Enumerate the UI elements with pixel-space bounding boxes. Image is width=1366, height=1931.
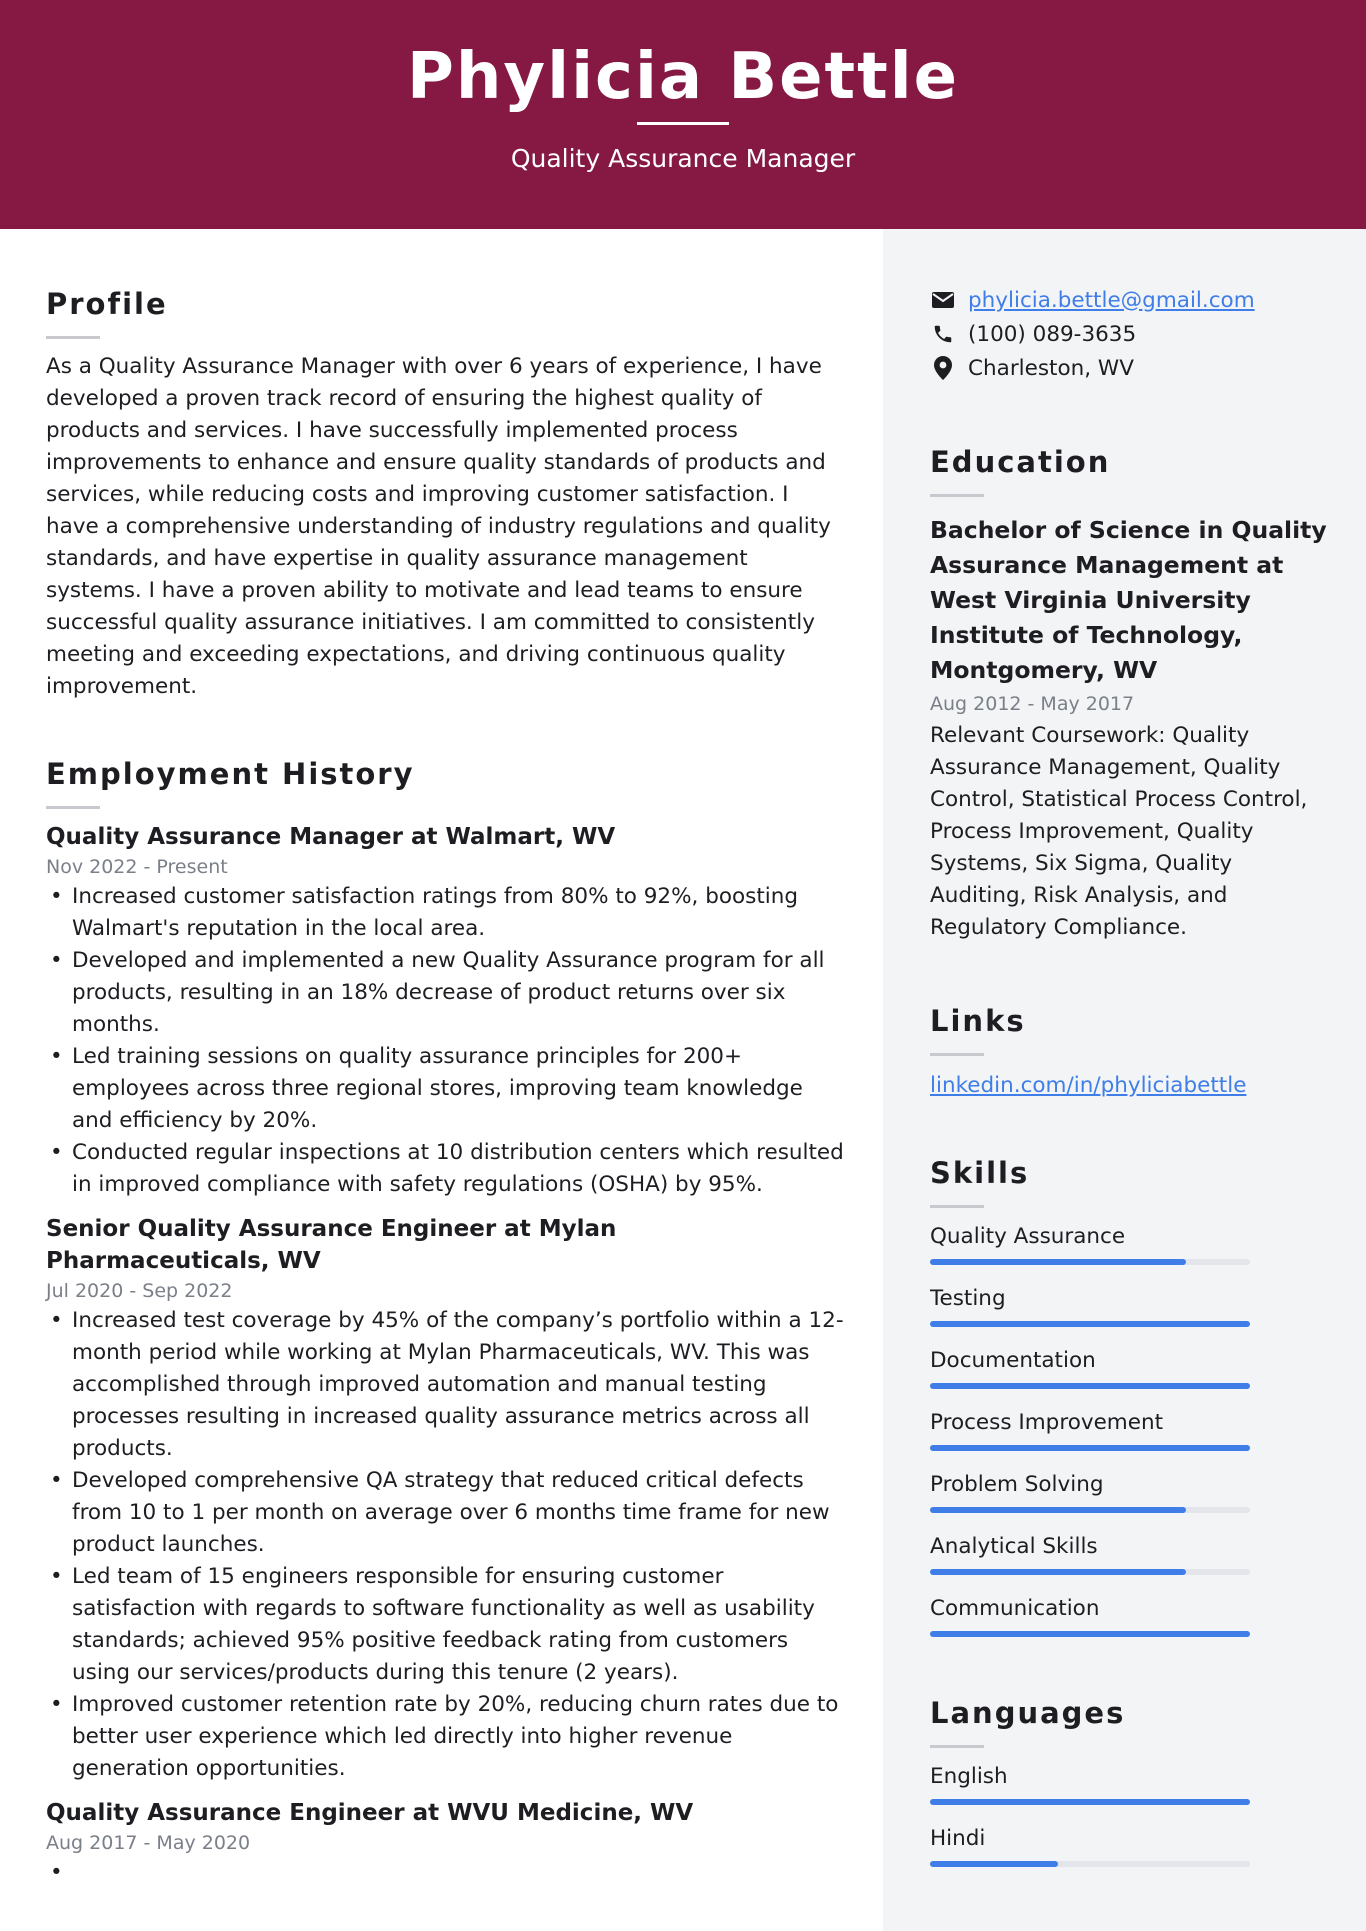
employment-section [46, 755, 846, 1889]
level-bar-track [930, 1259, 1250, 1265]
employment-rule [46, 806, 100, 809]
level-bar-fill [930, 1259, 1186, 1265]
languages-list [930, 1762, 1330, 1886]
location-text: Charleston, WV [968, 355, 1134, 381]
profile-rule [46, 336, 100, 339]
level-bar-fill [930, 1383, 1250, 1389]
languages-heading: Languages [930, 1696, 1126, 1730]
job-bullet: • Increased test coverage by 45% of the company’s portfolio within a 12-month period while working at Mylan Pharmaceuticals, WV. This was accomplished through improved automation and manual testing processes resulting in increased quality assurance metrics across all products. [72, 1305, 846, 1465]
language-name: English [930, 1764, 1008, 1789]
skill-item [930, 1346, 1330, 1408]
language-item [930, 1762, 1330, 1824]
phone-number: (100) 089-3635 [968, 321, 1137, 347]
skill-name: Testing [930, 1286, 1006, 1311]
sidebar [883, 229, 1366, 1931]
level-bar-fill [930, 1507, 1186, 1513]
contact-phone [930, 317, 1330, 351]
location-pin-icon [930, 355, 956, 381]
contact-list [930, 283, 1330, 385]
header-divider [637, 122, 729, 125]
level-bar-fill [930, 1445, 1250, 1451]
job-title: Quality Assurance Engineer at WVU Medicine, WV [46, 1800, 694, 1826]
job-title: Senior Quality Assurance Engineer at Mylan Pharmaceuticals, WV [46, 1216, 617, 1274]
job-bullet: • Increased customer satisfaction ratings from 80% to 92%, boosting Walmart's reputation in the local area. [72, 881, 846, 945]
skills-list [930, 1222, 1330, 1656]
links-rule [930, 1053, 984, 1056]
education-heading: Education [930, 445, 1111, 479]
job-bullet: • Developed comprehensive QA strategy that reduced critical defects from 10 to 1 per month on average over 6 months time frame for new product launches. [72, 1465, 846, 1561]
profile-text: As a Quality Assurance Manager with over 6 years of experience, I have developed a proven track record of ensuring the highest quality of products and services. I have successfully implemented process improvements to enhance and ensure quality standards of products and services, while reducing costs and improving customer satisfaction. I have a comprehensive understanding of industry regulations and quality standards, and have expertise in quality assurance management systems. I have a proven ability to motivate and lead teams to ensure successful quality assurance initiatives. I am committed to consistently meeting and exceeding expectations, and driving continuous quality improvement. [46, 354, 831, 699]
candidate-title: Quality Assurance Manager [510, 144, 856, 173]
skill-name: Analytical Skills [930, 1534, 1098, 1559]
job-entry [46, 821, 846, 1201]
phone-icon [930, 321, 956, 347]
skill-item [930, 1284, 1330, 1346]
job-bullet [72, 1857, 846, 1889]
job-bullets [72, 1305, 846, 1785]
level-bar-fill [930, 1799, 1250, 1805]
job-title: Quality Assurance Manager at Walmart, WV [46, 824, 616, 850]
languages-rule [930, 1745, 984, 1748]
level-bar-track [930, 1861, 1250, 1867]
job-bullet: • Led training sessions on quality assurance principles for 200+ employees across three regional stores, improving team knowledge and efficiency by 20%. [72, 1041, 846, 1137]
skill-name: Quality Assurance [930, 1224, 1126, 1249]
level-bar-track [930, 1321, 1250, 1327]
level-bar-track [930, 1383, 1250, 1389]
email-link[interactable]: phylicia.bettle@gmail.com [968, 287, 1255, 313]
education-dates: Aug 2012 - May 2017 [930, 693, 1135, 715]
education-coursework: Relevant Coursework: Quality Assurance Management, Quality Control, Statistical Process Control, Process Improvement, Quality Systems, Six Sigma, Quality Auditing, Risk Analysis, and Regulatory Compliance. [930, 723, 1308, 940]
job-entry [46, 1213, 846, 1785]
level-bar-track [930, 1445, 1250, 1451]
level-bar-track [930, 1507, 1250, 1513]
contact-location [930, 351, 1330, 385]
job-bullet: • Conducted regular inspections at 10 distribution centers which resulted in improved compliance with safety regulations (OSHA) by 95%. [72, 1137, 846, 1201]
education-section [930, 443, 1330, 944]
job-bullets [72, 1857, 846, 1889]
job-dates: Nov 2022 - Present [46, 856, 228, 878]
level-bar-track [930, 1569, 1250, 1575]
language-item [930, 1824, 1330, 1886]
job-bullet: • Improved customer retention rate by 20%, reducing churn rates due to better user experience which led directly into higher revenue generation opportunities. [72, 1689, 846, 1785]
skills-rule [930, 1205, 984, 1208]
linkedin-link[interactable]: linkedin.com/in/phyliciabettle [930, 1073, 1247, 1098]
links-section [930, 1002, 1330, 1102]
envelope-icon [930, 287, 956, 313]
level-bar-fill [930, 1321, 1250, 1327]
contact-email [930, 283, 1330, 317]
skill-item [930, 1594, 1330, 1656]
job-list [46, 821, 846, 1889]
profile-heading: Profile [46, 287, 168, 321]
level-bar-fill [930, 1861, 1058, 1867]
job-bullet: • Led team of 15 engineers responsible for ensuring customer satisfaction with regards to software functionality as well as usability standards; achieved 95% positive feedback rating from customers using our services/products during this tenure (2 years). [72, 1561, 846, 1689]
skill-item [930, 1222, 1330, 1284]
employment-heading: Employment History [46, 757, 415, 791]
skill-name: Problem Solving [930, 1472, 1104, 1497]
education-rule [930, 494, 984, 497]
skills-section [930, 1154, 1330, 1656]
level-bar-fill [930, 1569, 1186, 1575]
skills-heading: Skills [930, 1156, 1030, 1190]
skill-item [930, 1470, 1330, 1532]
job-bullets [72, 881, 846, 1201]
skill-name: Documentation [930, 1348, 1096, 1373]
profile-section [46, 285, 846, 703]
resume-header [0, 0, 1366, 229]
candidate-name: Phylicia Bettle [406, 40, 960, 114]
main-column [46, 229, 846, 1901]
job-dates: Aug 2017 - May 2020 [46, 1832, 251, 1854]
skill-item [930, 1532, 1330, 1594]
level-bar-track [930, 1631, 1250, 1637]
languages-section [930, 1694, 1330, 1886]
skill-name: Communication [930, 1596, 1100, 1621]
links-heading: Links [930, 1004, 1026, 1038]
job-entry [46, 1797, 846, 1889]
level-bar-track [930, 1799, 1250, 1805]
skill-name: Process Improvement [930, 1410, 1164, 1435]
education-degree: Bachelor of Science in Quality Assurance Management at West Virginia University Institute of Technology, Montgomery, WV [930, 516, 1327, 684]
level-bar-fill [930, 1631, 1250, 1637]
language-name: Hindi [930, 1826, 986, 1851]
skill-item [930, 1408, 1330, 1470]
job-dates: Jul 2020 - Sep 2022 [46, 1280, 233, 1302]
job-bullet: • Developed and implemented a new Quality Assurance program for all products, resulting in an 18% decrease of product returns over six months. [72, 945, 846, 1041]
